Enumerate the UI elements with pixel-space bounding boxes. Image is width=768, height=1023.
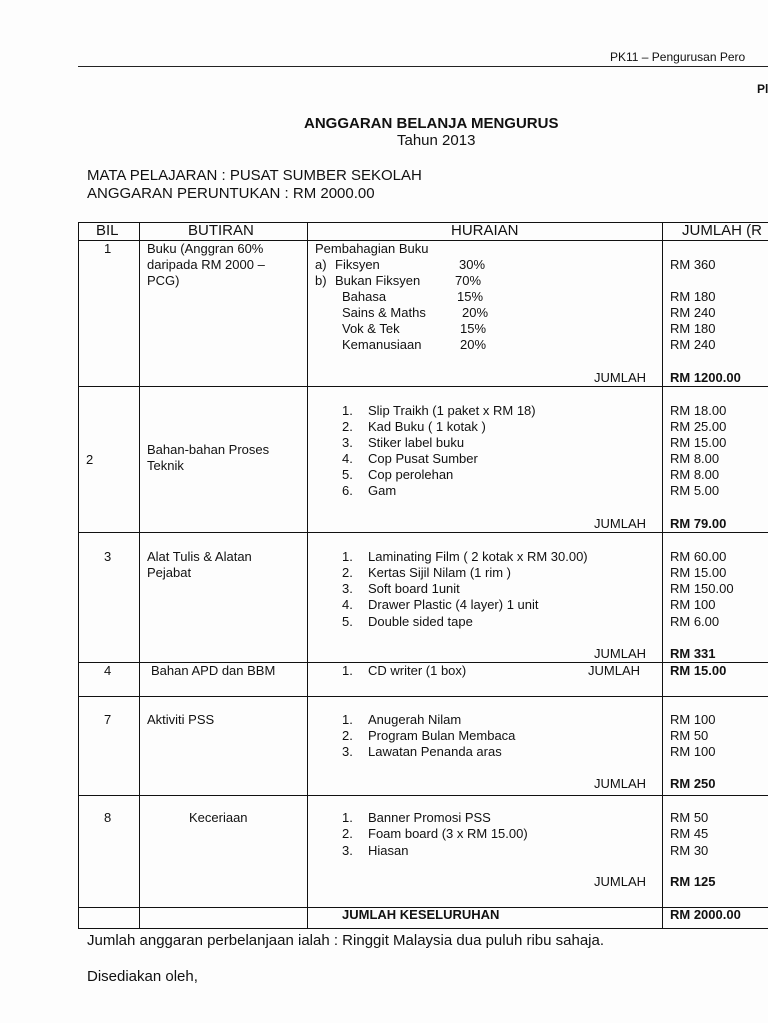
row3-bil: 3 xyxy=(104,549,112,564)
subject-line: MATA PELAJARAN : PUSAT SUMBER SEKOLAH xyxy=(87,167,422,184)
row1-butiran-line2: daripada RM 2000 – xyxy=(147,257,265,272)
row2-amount-3: RM 15.00 xyxy=(670,435,727,450)
row-divider-5 xyxy=(78,795,768,796)
row2-butiran-line2: Teknik xyxy=(147,458,184,473)
header-huraian: HURAIAN xyxy=(451,222,519,239)
row5-total: RM 250 xyxy=(670,776,716,791)
allocation-line: ANGGARAN PERUNTUKAN : RM 2000.00 xyxy=(87,185,375,202)
row6-bil: 8 xyxy=(104,810,112,825)
row1-item-2: b) Bukan Fiksyen xyxy=(315,273,421,288)
row2-bil: 2 xyxy=(86,452,94,467)
row4-total: RM 15.00 xyxy=(670,663,727,678)
row5-bil: 7 xyxy=(104,712,112,727)
row2-amount-2: RM 25.00 xyxy=(670,419,727,434)
row-divider-1 xyxy=(78,386,768,387)
corner-label: Pl xyxy=(757,82,768,96)
row1-total: RM 1200.00 xyxy=(670,370,741,385)
row2-total-label: JUMLAH xyxy=(594,516,647,531)
row1-item-3-pct: 15% xyxy=(457,289,484,304)
row3-amount-5: RM 6.00 xyxy=(670,614,720,629)
row3-item-2: 2. Kertas Sijil Nilam (1 rim ) xyxy=(342,565,512,580)
header-bil: BIL xyxy=(96,222,119,239)
col-divider-bil xyxy=(139,222,140,929)
row5-total-label: JUMLAH xyxy=(594,776,647,791)
row2-item-2: 2. Kad Buku ( 1 kotak ) xyxy=(342,419,486,434)
row1-amount-4: RM 180 xyxy=(670,321,716,336)
document-title: ANGGARAN BELANJA MENGURUS xyxy=(304,115,559,132)
row-divider-2 xyxy=(78,532,768,533)
row3-amount-1: RM 60.00 xyxy=(670,549,727,564)
row4-butiran: Bahan APD dan BBM xyxy=(151,663,276,678)
row3-total-label: JUMLAH xyxy=(594,646,647,661)
header-rule xyxy=(78,66,768,67)
row6-amount-1: RM 50 xyxy=(670,810,709,825)
document-year: Tahun 2013 xyxy=(397,132,476,149)
row2-item-1: 1. Slip Traikh (1 paket x RM 18) xyxy=(342,403,536,418)
row3-amount-2: RM 15.00 xyxy=(670,565,727,580)
row3-item-1: 1. Laminating Film ( 2 kotak x RM 30.00) xyxy=(342,549,588,564)
col-divider-huraian xyxy=(662,222,663,929)
row6-total: RM 125 xyxy=(670,874,716,889)
row1-item-5: Vok & Tek xyxy=(342,321,400,336)
prepared-by: Disediakan oleh, xyxy=(87,968,198,985)
row5-item-2: 2. Program Bulan Membaca xyxy=(342,728,516,743)
table-bottom-border xyxy=(78,928,768,929)
row1-item-4-pct: 20% xyxy=(462,305,489,320)
row4-total-label: JUMLAH xyxy=(588,663,641,678)
row1-butiran-line3: PCG) xyxy=(147,273,180,288)
row6-butiran: Keceriaan xyxy=(189,810,248,825)
row3-item-3: 3. Soft board 1unit xyxy=(342,581,460,596)
row2-total: RM 79.00 xyxy=(670,516,727,531)
row2-item-4: 4. Cop Pusat Sumber xyxy=(342,451,478,466)
row5-amount-2: RM 50 xyxy=(670,728,709,743)
document-reference: PK11 – Pengurusan Pero xyxy=(610,50,746,64)
row6-amount-2: RM 45 xyxy=(670,826,709,841)
grand-total-label: JUMLAH KESELURUHAN xyxy=(342,907,500,922)
row2-butiran-line1: Bahan-bahan Proses xyxy=(147,442,270,457)
row6-amount-3: RM 30 xyxy=(670,843,709,858)
row4-bil: 4 xyxy=(104,663,112,678)
row5-item-1: 1. Anugerah Nilam xyxy=(342,712,462,727)
header-jumlah: JUMLAH (R xyxy=(682,222,763,239)
row6-item-1: 1. Banner Promosi PSS xyxy=(342,810,491,825)
row1-item-4: Sains & Maths xyxy=(342,305,426,320)
row1-item-3: Bahasa xyxy=(342,289,387,304)
row3-amount-4: RM 100 xyxy=(670,597,716,612)
col-divider-butiran xyxy=(307,222,308,929)
row6-item-3: 3. Hiasan xyxy=(342,843,409,858)
row5-item-3: 3. Lawatan Penanda aras xyxy=(342,744,502,759)
row1-item-6: Kemanusiaan xyxy=(342,337,422,352)
row1-huraian-head: Pembahagian Buku xyxy=(315,241,429,256)
table-left-border xyxy=(78,222,79,929)
footer-sentence: Jumlah anggaran perbelanjaan ialah : Ringgit Malaysia dua puluh ribu sahaja. xyxy=(87,932,605,949)
row2-item-6: 6. Gam xyxy=(342,483,397,498)
row1-item-6-pct: 20% xyxy=(460,337,487,352)
row-divider-4 xyxy=(78,696,768,697)
table-top-border xyxy=(78,222,768,223)
row1-amount-3: RM 240 xyxy=(670,305,716,320)
row1-amount-1: RM 360 xyxy=(670,257,716,272)
row1-amount-5: RM 240 xyxy=(670,337,716,352)
row1-amount-2: RM 180 xyxy=(670,289,716,304)
row2-item-3: 3. Stiker label buku xyxy=(342,435,465,450)
row4-item-1: 1. CD writer (1 box) xyxy=(342,663,467,678)
row5-amount-3: RM 100 xyxy=(670,744,716,759)
row5-butiran: Aktiviti PSS xyxy=(147,712,215,727)
row3-item-4: 4. Drawer Plastic (4 layer) 1 unit xyxy=(342,597,539,612)
row1-item-2-pct: 70% xyxy=(455,273,482,288)
row5-amount-1: RM 100 xyxy=(670,712,716,727)
row1-item-1-pct: 30% xyxy=(459,257,486,272)
row1-butiran-line1: Buku (Anggran 60% xyxy=(147,241,264,256)
header-butiran: BUTIRAN xyxy=(188,222,254,239)
row3-butiran-line1: Alat Tulis & Alatan xyxy=(147,549,252,564)
row2-amount-6: RM 5.00 xyxy=(670,483,720,498)
row3-butiran-line2: Pejabat xyxy=(147,565,192,580)
row3-item-5: 5. Double sided tape xyxy=(342,614,473,629)
row2-item-5: 5. Cop perolehan xyxy=(342,467,454,482)
grand-total: RM 2000.00 xyxy=(670,907,741,922)
row6-item-2: 2. Foam board (3 x RM 15.00) xyxy=(342,826,528,841)
row1-total-label: JUMLAH xyxy=(594,370,647,385)
row2-amount-4: RM 8.00 xyxy=(670,451,720,466)
row6-total-label: JUMLAH xyxy=(594,874,647,889)
row1-item-1: a) Fiksyen xyxy=(315,257,380,272)
row3-amount-3: RM 150.00 xyxy=(670,581,734,596)
row1-bil: 1 xyxy=(104,241,112,256)
row1-item-5-pct: 15% xyxy=(460,321,487,336)
row2-amount-5: RM 8.00 xyxy=(670,467,720,482)
row3-total: RM 331 xyxy=(670,646,716,661)
row2-amount-1: RM 18.00 xyxy=(670,403,727,418)
